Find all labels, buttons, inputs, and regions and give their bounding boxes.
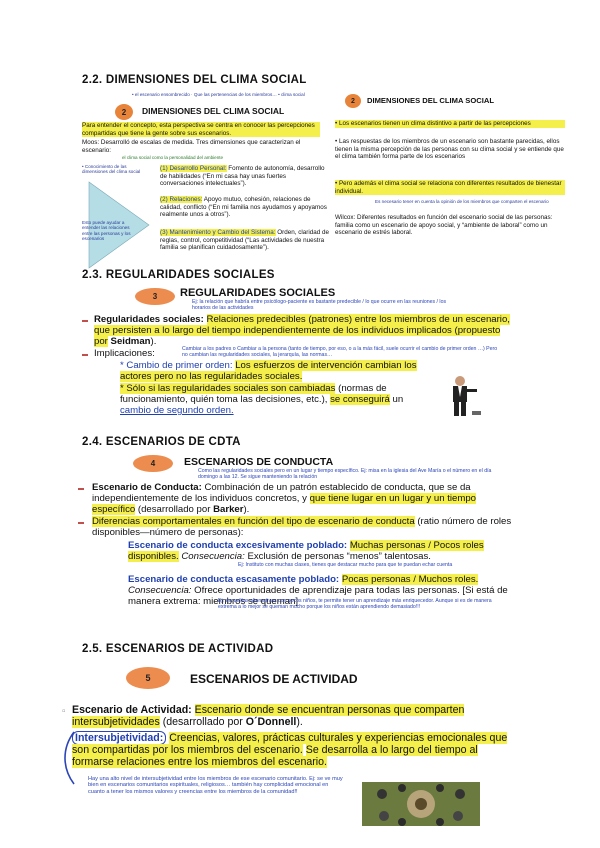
escenario-conducta-author: Barker [213,504,244,515]
escaso-note: Ej: escuelitas alternativas con pocos niños, te permite tener un aprendizaje más enriquecedor. Aunque si es de manera extrema a lo mejor se queman mucho porque los niños están aprendiendo demasiado!!! [218,598,492,610]
escenario-conducta-text: Combinación de un patrón establecido de conducta, que se da independientemente de los individuos concretos, y [92,482,471,504]
escenario-actividad-label: Escenario de Actividad: [72,704,192,716]
intersubjetividad-definition [72,732,522,769]
excesivo-consecuencia: Consecuencia: [181,551,245,562]
slide-method-note: el clima social como la personalidad del ambiente [122,155,224,160]
slide-number-badge-5: 5 [126,667,170,689]
section-title-2-4: 2.4. ESCENARIOS DE CDTA [82,436,241,448]
slide-side-note: • Conocimiento de las dimensiones del clima social [82,164,141,175]
diferencias-text: Diferencias comportamentales en función del tipo de escenario de conducta [92,516,415,527]
right-point-2: • Las respuestas de los miembros de un escenario son bastante parecidas, ellos tienen la misma percepción de las personas con su clima social y se entiende que el clima también forma parte de los escenarios [335,138,564,161]
escenario-excesivamente-poblado [128,540,513,562]
escenario-actividad-author: O´Donnell [245,716,297,728]
slide3-note-top: Ej: la relación que habría entre psicólogo-paciente es bastante predecible / lo que ocurre en las reuniones / los horarios de las actividades [192,299,447,311]
intersubjetividad-label: Intersubjetividad: [72,731,166,745]
escaso-consecuencia: Consecuencia: [128,585,192,596]
slide-title-3: REGULARIDADES SOCIALES [180,287,336,299]
slide-number-badge-right: 2 [345,94,361,108]
excesivo-label: Escenario de conducta excesivamente poblado: [128,540,348,551]
bullet-marker-o: ▫ [62,706,66,717]
escenario-actividad-end: (desarrollado por [162,716,243,728]
implicacion-1 [120,360,420,382]
slide4-note-top: Como las regularidades sociales pero en un lugar y tiempo específico. Ej: misa en la iglesia del Ave María o el número en el día domingo a las 12. Se sigue manteniendo la relación [198,468,492,480]
escaso-text: Pocas personas / Muchos roles. [341,574,479,585]
section-title-2-3: 2.3. REGULARIDADES SOCIALES [82,269,275,281]
slide-title: DIMENSIONES DEL CLIMA SOCIAL [142,106,285,116]
bullet-marker [82,354,88,356]
slide-side-note-2: Esto puede ayudar a entender las relaciones entre las personas y los escenarios [82,220,131,242]
diferencias-ratio: (ratio número de roles disponibles—número de personas): [92,516,512,538]
escaso-label: Escenario de conducta escasamente poblado: [128,574,340,585]
dimension-3-text: Orden, claridad de reglas, control, competitividad (“Las actividades de nuestra familia se planifican cuidadosamente”). [160,229,330,252]
slide-method: Moos: Desarrolló de escalas de medida. Tres dimensiones que caracterizan el escenario: [82,139,301,154]
slide-number-badge-3: 3 [135,288,175,305]
implicacion-2-label: * Sólo si las regularidades sociales son cambiadas [120,383,336,394]
right-point-1: • Los escenarios tienen un clima distintivo a partir de las percepciones [335,120,565,128]
community-photo [362,782,480,826]
bullet-marker [78,522,84,524]
implicacion-2 [120,383,420,416]
slide-dimensiones-right [335,92,570,262]
slide-number-badge-4: 4 [133,455,173,472]
slide-intro: Para entender el concepto, esta perspectiva se centra en conocer las percepciones compartidas que tiene la gente sobre sus escenarios. [82,122,320,137]
escenario-actividad-text: Escenario donde se encuentran personas que comparten intersubjetividades [72,704,465,728]
excesivo-text: Muchas personas / Pocos roles disponibles. [128,540,484,562]
slide-title-4: ESCENARIOS DE CONDUCTA [184,456,334,468]
slide-title-5: ESCENARIOS DE ACTIVIDAD [190,672,358,686]
bullet-marker [82,320,88,322]
implicacion-1-text: Los esfuerzos de intervención cambian los actores pero no las regularidades sociales. [120,360,417,382]
right-point-4: Wilcox: Diferentes resultados en función del escenario social de las personas: familia como un escenario de apoyo social, y “ambiente de laboral” como un escenario de estrés laboral. [335,214,553,237]
businessman-illustration [442,373,482,419]
regularidades-end: ). [150,336,157,347]
escenario-conducta-label: Escenario de Conducta: [92,482,202,493]
dimension-3 [160,229,330,252]
excesivo-end: Exclusión de personas “menos” talentosas. [247,551,431,562]
implicacion-2-article: un [392,394,404,405]
escenario-conducta-definition: Escenario de Conducta: Combinación de un patrón establecido de conducta, que se da independientemente de los individuos concretos, y que tiene lugar en un lugar y un tiempo específico (desarrollado por Barker). [92,482,477,515]
dimension-1-text: Fomento de autonomía, desarrollo de habilidades (“En mi casa hay unas fuertes conversaciones intelectuales”). [160,165,325,188]
slide-escenarios-conducta [78,452,518,632]
bullet-marker [78,488,84,490]
escenario-conducta-end: (desarrollado por [137,504,211,515]
slide-number-badge: 2 [115,104,133,120]
implicacion-2-text: (normas de funcionamiento, quién toma las decisiones, etc.), [120,383,387,405]
diferencias-comportamentales [92,516,512,538]
slide-escenarios-actividad [62,664,526,834]
implicaciones-label: Implicaciones: [94,348,155,359]
slide-dimensiones-left [82,92,330,282]
regularidades-definition [94,314,512,347]
escaso-end: Ofrece oportunidades de aprendizaje para todas las personas. [Si está de manera extrema: miembros se queman] [128,585,508,607]
dimension-2-text: Apoyo mutuo, cohesión, relaciones de calidad, conflicto (“En mi familia nos ayudamos y apoyamos realmente unos a otros”). [160,196,327,219]
regularidades-author: Seidman [110,336,151,347]
section-title-2-2: 2.2. DIMENSIONES DEL CLIMA SOCIAL [82,74,307,86]
dimension-2 [160,196,330,219]
dimension-1-label: (1) Desarrollo Personal: [160,165,227,172]
right-note: Es necesario tener en cuenta la opinión de los miembros que comparten el escenario [375,199,549,204]
intersubjetividad-highlight: Se desarrolla a lo largo del tiempo al formarse relaciones entre los miembros del escenario. [72,744,478,769]
dimension-1 [160,165,330,188]
excesivo-note: Ej: Instituto con muchas clases, tienes que destacar mucho para que te puedan echar cuenta [238,562,453,568]
intersubjetividad-text: Creencias, valores, prácticas culturales y experiencias emocionales que son compartidas por los miembros del escenario. [72,732,508,757]
dimension-3-label: (3) Mantenimiento y Cambio del Sistema: [160,229,276,236]
escenario-conducta-highlight: que tiene lugar en un lugar y un tiempo específico [92,493,477,515]
implicacion-1-label: * Cambio de primer orden: [120,360,233,371]
slide5-note: Hay una alto nivel de intersubjetividad entre los miembros de ese escenario comunitario. Ej: se ve muy bien en escenarios comunitarios espirituales, religiosos… también hay complicidad emocional en cuanto a tener los mismos valores y creencias entre los miembros de la comunidad!! [88,776,343,795]
section-title-2-5: 2.5. ESCENARIOS DE ACTIVIDAD [82,643,274,655]
regularidades-text: Relaciones predecibles (patrones) entre los miembros de un escenario, que persisten a lo largo del tiempo independientemente de los individuos implicados (propuesto por [94,314,510,347]
slide-regularidades [82,285,512,420]
dimension-2-label: (2) Relaciones: [160,196,203,203]
regularidades-label: Regularidades sociales: [94,314,204,325]
slide-title-right: DIMENSIONES DEL CLIMA SOCIAL [367,96,494,105]
slide-notes-top: • el escenario ensombrecido · Que las pertenencias de los miembros… • clima social [132,92,305,97]
slide3-note-mid: Cambiar a los padres o Cambiar a la persona (tanto de tiempo, por eso, o a la más fácil, suele ocurrir el cambio de primer orden …) Pero no cambian las regularidades sociales, la jerarquía, las normas… [182,346,498,358]
right-point-3: • Pero además el clima social se relaciona con diferentes resultados de bienestar individual. [335,180,565,195]
implicacion-2-result: se conseguirá [330,394,390,405]
implicacion-2-cambio: cambio de segundo orden. [120,405,234,416]
escenario-actividad-definition: Escenario de Actividad: Escenario donde se encuentran personas que comparten intersubjetividades (desarrollado por O´Donnell). [72,704,465,728]
